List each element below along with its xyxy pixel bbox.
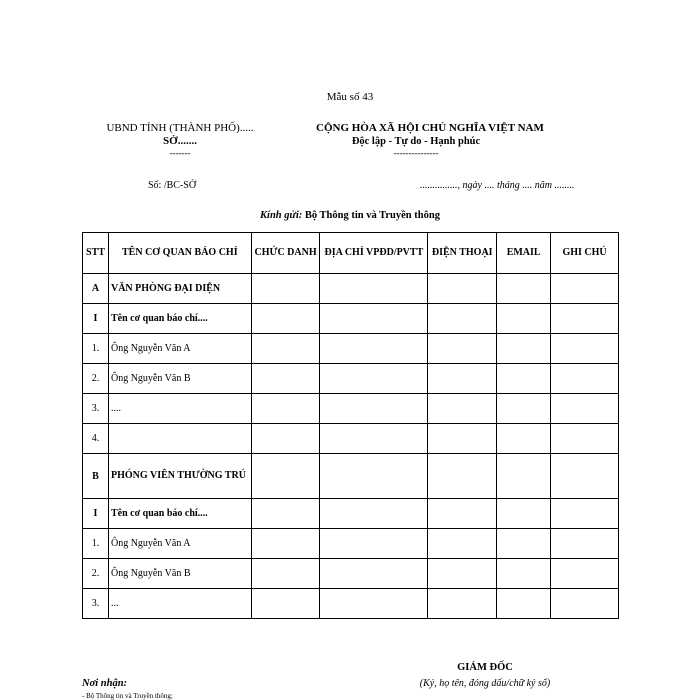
col-header-stt: STT — [83, 233, 109, 274]
table-row — [83, 364, 619, 394]
recipients-item: - Bộ Thông tin và Truyền thông; — [82, 692, 173, 700]
national-heading — [316, 122, 544, 158]
row-name: ... — [108, 589, 251, 619]
document-number: Số: /BC-SỞ — [148, 180, 197, 191]
row-name: Tên cơ quan báo chí.... — [108, 304, 251, 334]
recipient-name: Bộ Thông tin và Truyền thông — [302, 210, 440, 221]
recipient-prefix: Kính gửi: — [260, 210, 303, 221]
province-line: UBND TỈNH (THÀNH PHỐ)..... — [106, 122, 254, 134]
row-stt: B — [83, 454, 109, 499]
row-stt: I — [83, 304, 109, 334]
department-line: SỞ....... — [163, 135, 197, 147]
row-name: Ông Nguyễn Văn B — [108, 559, 251, 589]
row-stt: I — [83, 499, 109, 529]
table-row — [83, 304, 619, 334]
table-row — [83, 334, 619, 364]
col-header-note: GHI CHÚ — [551, 233, 619, 274]
left-divider: ------- — [169, 148, 191, 158]
table-header-row — [83, 233, 619, 274]
director-title: GIÁM ĐỐC — [457, 662, 513, 673]
row-stt: 1. — [83, 529, 109, 559]
recipients-label: Nơi nhận: — [82, 678, 128, 689]
row-stt: 4. — [83, 424, 109, 454]
col-header-email: EMAIL — [497, 233, 551, 274]
table-row — [83, 274, 619, 304]
row-name: PHÓNG VIÊN THƯỜNG TRÚ — [108, 454, 251, 499]
col-header-address: ĐỊA CHỈ VPĐD/PVTT — [320, 233, 428, 274]
table-row — [83, 424, 619, 454]
issuing-agency — [80, 122, 280, 158]
table-row — [83, 589, 619, 619]
report-table — [82, 232, 619, 619]
row-stt: 3. — [83, 394, 109, 424]
row-stt: 1. — [83, 334, 109, 364]
recipient-line — [0, 210, 700, 221]
row-name: .... — [108, 394, 251, 424]
row-name: Ông Nguyễn Văn A — [108, 334, 251, 364]
col-header-agency: TÊN CƠ QUAN BÁO CHÍ — [108, 233, 251, 274]
motto: Độc lập - Tự do - Hạnh phúc — [351, 136, 481, 147]
row-stt: A — [83, 274, 109, 304]
col-header-title: CHỨC DANH — [251, 233, 320, 274]
row-stt: 2. — [83, 559, 109, 589]
table-row — [83, 394, 619, 424]
row-name — [108, 424, 251, 454]
form-number: Mẫu số 43 — [326, 91, 374, 103]
right-divider: --------------- — [393, 148, 439, 158]
row-name: Tên cơ quan báo chí.... — [108, 499, 251, 529]
table-row — [83, 559, 619, 589]
director-signature-note: (Ký, họ tên, đóng dấu/chữ ký số) — [419, 678, 551, 689]
col-header-phone: ĐIỆN THOẠI — [428, 233, 497, 274]
row-name: VĂN PHÒNG ĐẠI DIỆN — [108, 274, 251, 304]
table-row — [83, 529, 619, 559]
row-stt: 2. — [83, 364, 109, 394]
country-name: CỘNG HÒA XÃ HỘI CHỦ NGHĨA VIỆT NAM — [316, 122, 544, 134]
document-date: ..............., ngày .... tháng .... năm ........ — [420, 180, 575, 191]
table-row — [83, 454, 619, 499]
table-row — [83, 499, 619, 529]
row-stt: 3. — [83, 589, 109, 619]
row-name: Ông Nguyễn Văn A — [108, 529, 251, 559]
row-name: Ông Nguyễn Văn B — [108, 364, 251, 394]
